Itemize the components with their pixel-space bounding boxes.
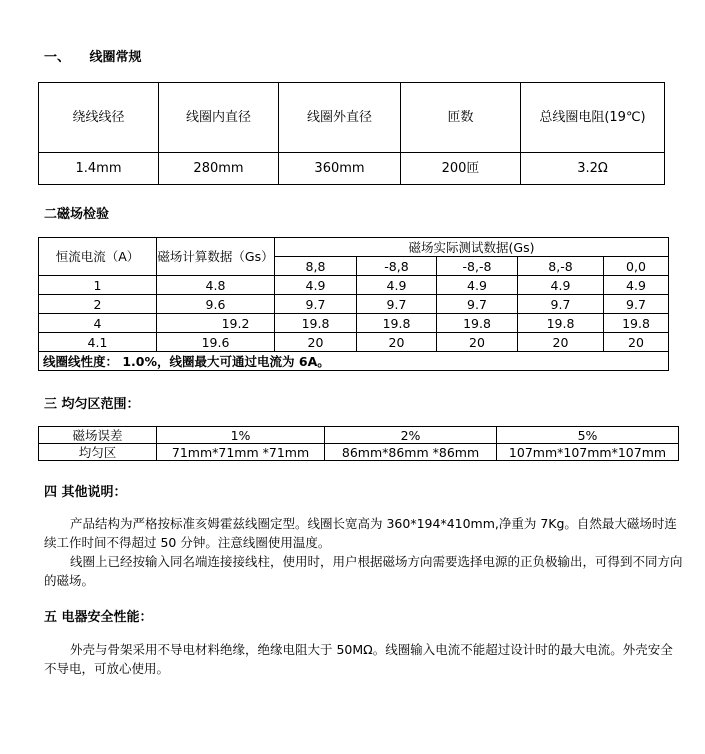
value-cell: 360mm [279,153,401,185]
measured-cell: 20 [357,333,437,352]
section5-paragraph-1: 外壳与骨架采用不导电材料绝缘，绝缘电阻大于 50MΩ。线圈输入电流不能超过设计时的最大电流。外壳安全不导电，可放心使用。 [44,642,673,676]
measured-cell: 20 [604,333,669,352]
position-cell: -8,8 [357,257,437,276]
position-cell: -8,-8 [437,257,518,276]
header-cell: 总线圈电阻(19℃) [521,83,665,153]
error-label: 磁场误差 [39,427,157,444]
section4-paragraph-1: 产品结构为严格按标准亥姆霍兹线圈定型。线圈长宽高为 360*194*410mm,净重为 7Kg。自然最大磁场时连续工作时间不得超过 50 分钟。注意线圈使用温度。 [44,516,677,550]
coil-spec-table [38,82,665,185]
value-cell: 1.4mm [39,153,159,185]
current-cell: 1 [39,276,157,295]
section3-title: 三 均匀区范围： [44,397,140,412]
table-row [39,427,679,444]
measured-header: 磁场实际测试数据(Gs) [275,238,669,257]
calc-cell: 19.2 [157,314,275,333]
table-row [39,153,665,185]
calc-cell: 9.6 [157,295,275,314]
error-cell: 5% [497,427,679,444]
measured-cell: 4.9 [437,276,518,295]
region-cell: 71mm*71mm *71mm [157,444,325,461]
header-cell: 线圈内直径 [159,83,279,153]
position-cell: 0,0 [604,257,669,276]
current-cell: 4.1 [39,333,157,352]
error-cell: 1% [157,427,325,444]
measured-cell: 19.8 [275,314,357,333]
header-cell: 匝数 [401,83,521,153]
value-cell: 200匝 [401,153,521,185]
measured-cell: 9.7 [437,295,518,314]
region-cell: 86mm*86mm *86mm [325,444,497,461]
current-cell: 4 [39,314,157,333]
linearity-note: 线圈线性度： 1.0%，线圈最大可通过电流为 6A。 [39,352,669,371]
position-cell: 8,8 [275,257,357,276]
header-cell: 线圈外直径 [279,83,401,153]
error-cell: 2% [325,427,497,444]
table-row [39,314,669,333]
measured-cell: 9.7 [604,295,669,314]
table-row [39,352,669,371]
current-cell: 2 [39,295,157,314]
table-row [39,238,669,257]
section4-title: 四 其他说明： [44,485,127,500]
section2-title: 二磁场检验 [44,207,110,222]
current-header: 恒流电流（A） [39,238,157,276]
table-row [39,333,669,352]
calc-header: 磁场计算数据（Gs） [157,238,275,276]
table-row [39,295,669,314]
section1-title: 一、 线圈常规 [44,50,142,65]
value-cell: 3.2Ω [521,153,665,185]
measured-cell: 4.9 [357,276,437,295]
section5-title: 五 电器安全性能： [44,610,153,625]
calc-cell: 4.8 [157,276,275,295]
measured-cell: 20 [275,333,357,352]
table-row [39,444,679,461]
table-row [39,276,669,295]
measured-cell: 4.9 [275,276,357,295]
value-cell: 280mm [159,153,279,185]
measured-cell: 19.8 [518,314,604,333]
header-cell: 绕线线径 [39,83,159,153]
measured-cell: 19.8 [604,314,669,333]
measured-cell: 20 [518,333,604,352]
measured-cell: 19.8 [357,314,437,333]
measured-cell: 4.9 [518,276,604,295]
calc-cell: 19.6 [157,333,275,352]
measured-cell: 20 [437,333,518,352]
position-cell: 8,-8 [518,257,604,276]
table-row [39,83,665,153]
region-label: 均匀区 [39,444,157,461]
measured-cell: 9.7 [275,295,357,314]
section4-paragraph-2: 线圈上已经按输入同名端连接接线柱，使用时，用户根据磁场方向需要选择电源的正负极输出，可得到不同方向的磁场。 [44,554,683,588]
measured-cell: 19.8 [437,314,518,333]
measured-cell: 4.9 [604,276,669,295]
magnetic-field-table [38,237,669,371]
measured-cell: 9.7 [518,295,604,314]
region-cell: 107mm*107mm*107mm [497,444,679,461]
measured-cell: 9.7 [357,295,437,314]
uniform-region-table [38,426,679,461]
